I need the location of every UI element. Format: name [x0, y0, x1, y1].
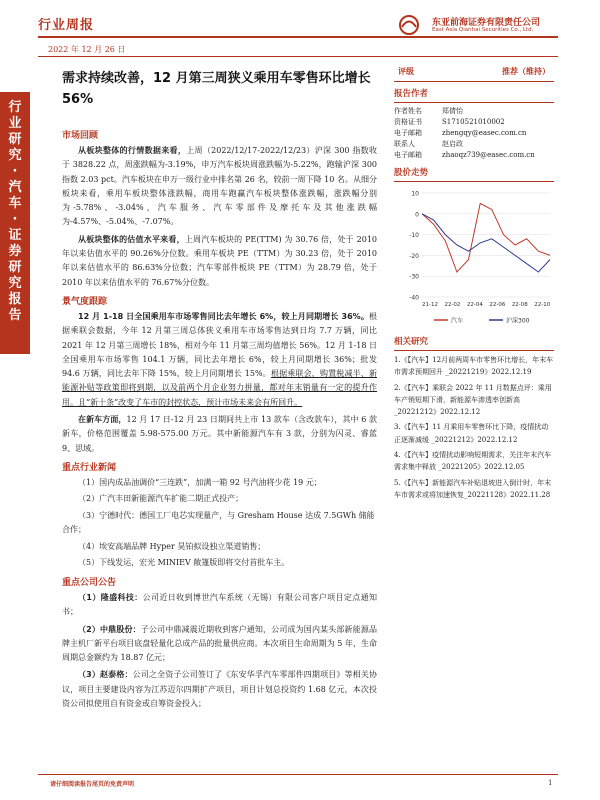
section-heading-company-news: 重点公司公告: [62, 577, 117, 588]
related-report[interactable]: 1.《【汽车】12月前两周车市零售环比增长，年末车市需求预期回升 _20221219》2022.12.19: [394, 356, 554, 377]
section-heading-industry-news: 重点行业新闻: [62, 462, 117, 473]
chart-heading: 股价走势: [394, 161, 554, 182]
author-row: 电子邮箱 zhaoqz739@easec.com.cn: [394, 151, 535, 159]
company-logo-icon: [394, 14, 424, 36]
author-row: 资格证书 S1710521010002: [394, 118, 505, 126]
section-heading-prosperity: 景气度跟踪: [62, 296, 108, 307]
chart-y-tick-label: 0: [415, 211, 419, 219]
related-report[interactable]: 5.《【汽车】新能源汽车补贴退坡进入倒计时，年末车市需求或将加速恢复_20221128》2022.11.28: [394, 478, 552, 499]
chart-x-tick-label: 22-10: [534, 302, 551, 308]
rating-value: 推荐（维持）: [502, 67, 550, 76]
rating-bar: [394, 62, 554, 82]
related-heading: 相关研究: [394, 330, 554, 351]
prosperity-paragraph-1: 12 月 1-18 日全国乘用车市场零售同比去年增长 6%，较上月同期增长 36%。根据乘联会数据，今年 12 月第三周总体狭义乘用车市场零售达到日均 7.7 万辆，同比 2021 年 12 月第三周增长 18%，相对今年 11 月第三周均值增长 56%。12 月 1-18 日全国乘用车市场零售 104.1 万辆，同比去年增长 6%，较上月同期增长 36%；批发 94.6 万辆，同比去年下降 15%，较上月同期增长 15%。根据乘联会，购置税减半、新能源补贴等政策即将到期，以及前两个月企业努力拼量，都对年末销量有一定的提升作用。且“新十条”改变了车市的封控状态，预计市场未来会有所回升。: [62, 311, 377, 407]
industry-news-item: （5）下线发运，宏光 MINIEV 敞篷版即将交付首批车主。: [78, 558, 290, 568]
header-divider: [38, 36, 558, 38]
section-heading-market: 市场回顾: [62, 131, 99, 141]
chart-x-tick-label: 22-04: [466, 302, 483, 308]
report-type: 行业周报: [38, 18, 95, 33]
right-column: [394, 62, 554, 504]
market-paragraph-1: 从板块整体的行情数据来看，上周（2022/12/17-2022/12/23）沪深 300 指数收于 3828.22 点，周涨跌幅为-3.19%，申万汽车板块周涨跌幅为-5.22%，跑输沪深 300 指数 2.03 pct。汽车板块在申万一级行业中排名第 26 名，较前一周下降 10 名。从细分板块来看，乘用车板块整体涨跌幅，商用车跑赢汽车板块整体涨跌幅，涨跌幅分别为-5.78%、-3.04%，汽车服务、汽车零部件及摩托车及其他涨跌幅为-4.57%、-5.04%、-7.07%。: [62, 146, 378, 227]
chart-x-tick-label: 21-12: [422, 302, 438, 308]
chart-x-tick-label: 22-06: [489, 302, 506, 308]
author-row: 联系人 赵启政: [394, 140, 463, 148]
industry-news-item: （1）国内成品油调价“三连跌”，加满一箱 92 号汽油将少花 19 元；: [78, 477, 322, 487]
industry-news-item: （2）广汽丰田新能源汽车扩能二期正式投产；: [78, 494, 244, 504]
report-date: 2022 年 12 月 26 日: [48, 45, 126, 54]
page-number: 1: [548, 779, 553, 787]
chart-legend-label: 汽车: [451, 317, 464, 325]
header-divider-thin: [38, 56, 558, 57]
sidebar-category: 行业研究·汽车·证券研究报告: [0, 92, 30, 354]
chart-svg: [394, 185, 554, 330]
prosperity-paragraph-2: 在新车方面，12 月 17 日-12 月 23 日期间共上市 13 款车（含改款车），其中 6 款新车，价格范围覆盖 5.98-575.00 万元。其中新能源汽车有 3 款，分别为闪灵、睿蓝 9、思域。: [62, 415, 377, 453]
company-news-item: （3）赵泰格：公司之全资子公司签订了《东安华孚汽车零部件四期项目》等相关协议，项目主要建设内容为江苏迈尔四期扩产项目，项目计划总投资约 1.68 亿元，本次投资公司拟使用自有资金或自筹资金投入；: [62, 670, 377, 709]
disclaimer-note: 请仔细阅读报告尾页的免责声明: [50, 781, 135, 788]
stock-price-chart: [394, 185, 554, 330]
chart-y-tick-label: -10: [409, 232, 419, 240]
chart-y-tick-label: 10: [411, 190, 419, 198]
company-news-item: （2）中鼎股份：子公司中鼎减震近期收到客户通知，公司成为国内某头部新能源品牌主机厂新平台项目底盘轻量化总成产品的批量供应商。本次项目生命周期为 5 年，生命周期总金额约为 18.87 亿元；: [62, 624, 377, 663]
company-news-item: （1）隆盛科技：公司近日收到博世汽车系统（无锡）有限公司客户项目定点通知书；: [62, 592, 377, 617]
related-report[interactable]: 3.《【汽车】11 月乘用车零售环比下降，疫情扰动正逐渐减缓 _20221212》2022.12.12: [394, 423, 549, 444]
company-name: 东亚前海证券有限责任公司: [432, 18, 541, 28]
related-report[interactable]: 4.《【汽车】疫情扰动影响短期需求，关注年末汽车需求集中释放 _20221205》2022.12.05: [394, 451, 552, 472]
report-title: 需求持续改善，12 月第三周狭义乘用车零售环比增长 56%: [62, 71, 371, 107]
chart-x-tick-label: 22-08: [511, 302, 528, 308]
related-report[interactable]: 2.《【汽车】乘联会 2022 年 11 月数据点评：乘用车产销短期下滑，新能源车渗透率创新高_20221212》2022.12.12: [394, 383, 552, 417]
chart-legend-label: 沪深300: [506, 317, 530, 325]
industry-news-item: （4）埃安高端品牌 Hyper 昊铂拟设独立渠道销售；: [78, 541, 266, 551]
author-row: 电子邮箱 zhengqy@easec.com.cn: [394, 129, 527, 137]
rating-label: 评级: [398, 67, 414, 76]
chart-y-tick-label: -20: [409, 252, 419, 260]
chart-y-tick-label: -40: [409, 294, 419, 302]
chart-x-tick-label: 22-02: [444, 302, 461, 308]
main-content: [62, 124, 377, 714]
chart-y-tick-label: -30: [409, 273, 419, 281]
author-heading: 报告作者: [394, 82, 554, 103]
company-name-en: East Asia Qianhai Securities Co., Ltd.: [432, 27, 534, 33]
footer-divider: [38, 774, 558, 775]
industry-news-item: （3）宁德时代：德国工厂电芯实现量产，与 Gresham House 达成 7.5GWh 储能合作；: [62, 510, 375, 535]
market-paragraph-2: 从板块整体的估值水平来看，上周汽车板块的 PE(TTM) 为 30.76 倍，处于 2010 年以来估值水平的 90.26%分位数。乘用车板块 PE（TTM）为 30.23 倍，处于 2010 年以来估值水平的 86.63%分位数；汽车零部件板块 PE（TTM）为 28.79 倍，处于 2010 年以来估值水平的 76.67%分位数。: [62, 234, 378, 287]
author-row: 作者姓名 郑倩怡: [394, 107, 463, 115]
